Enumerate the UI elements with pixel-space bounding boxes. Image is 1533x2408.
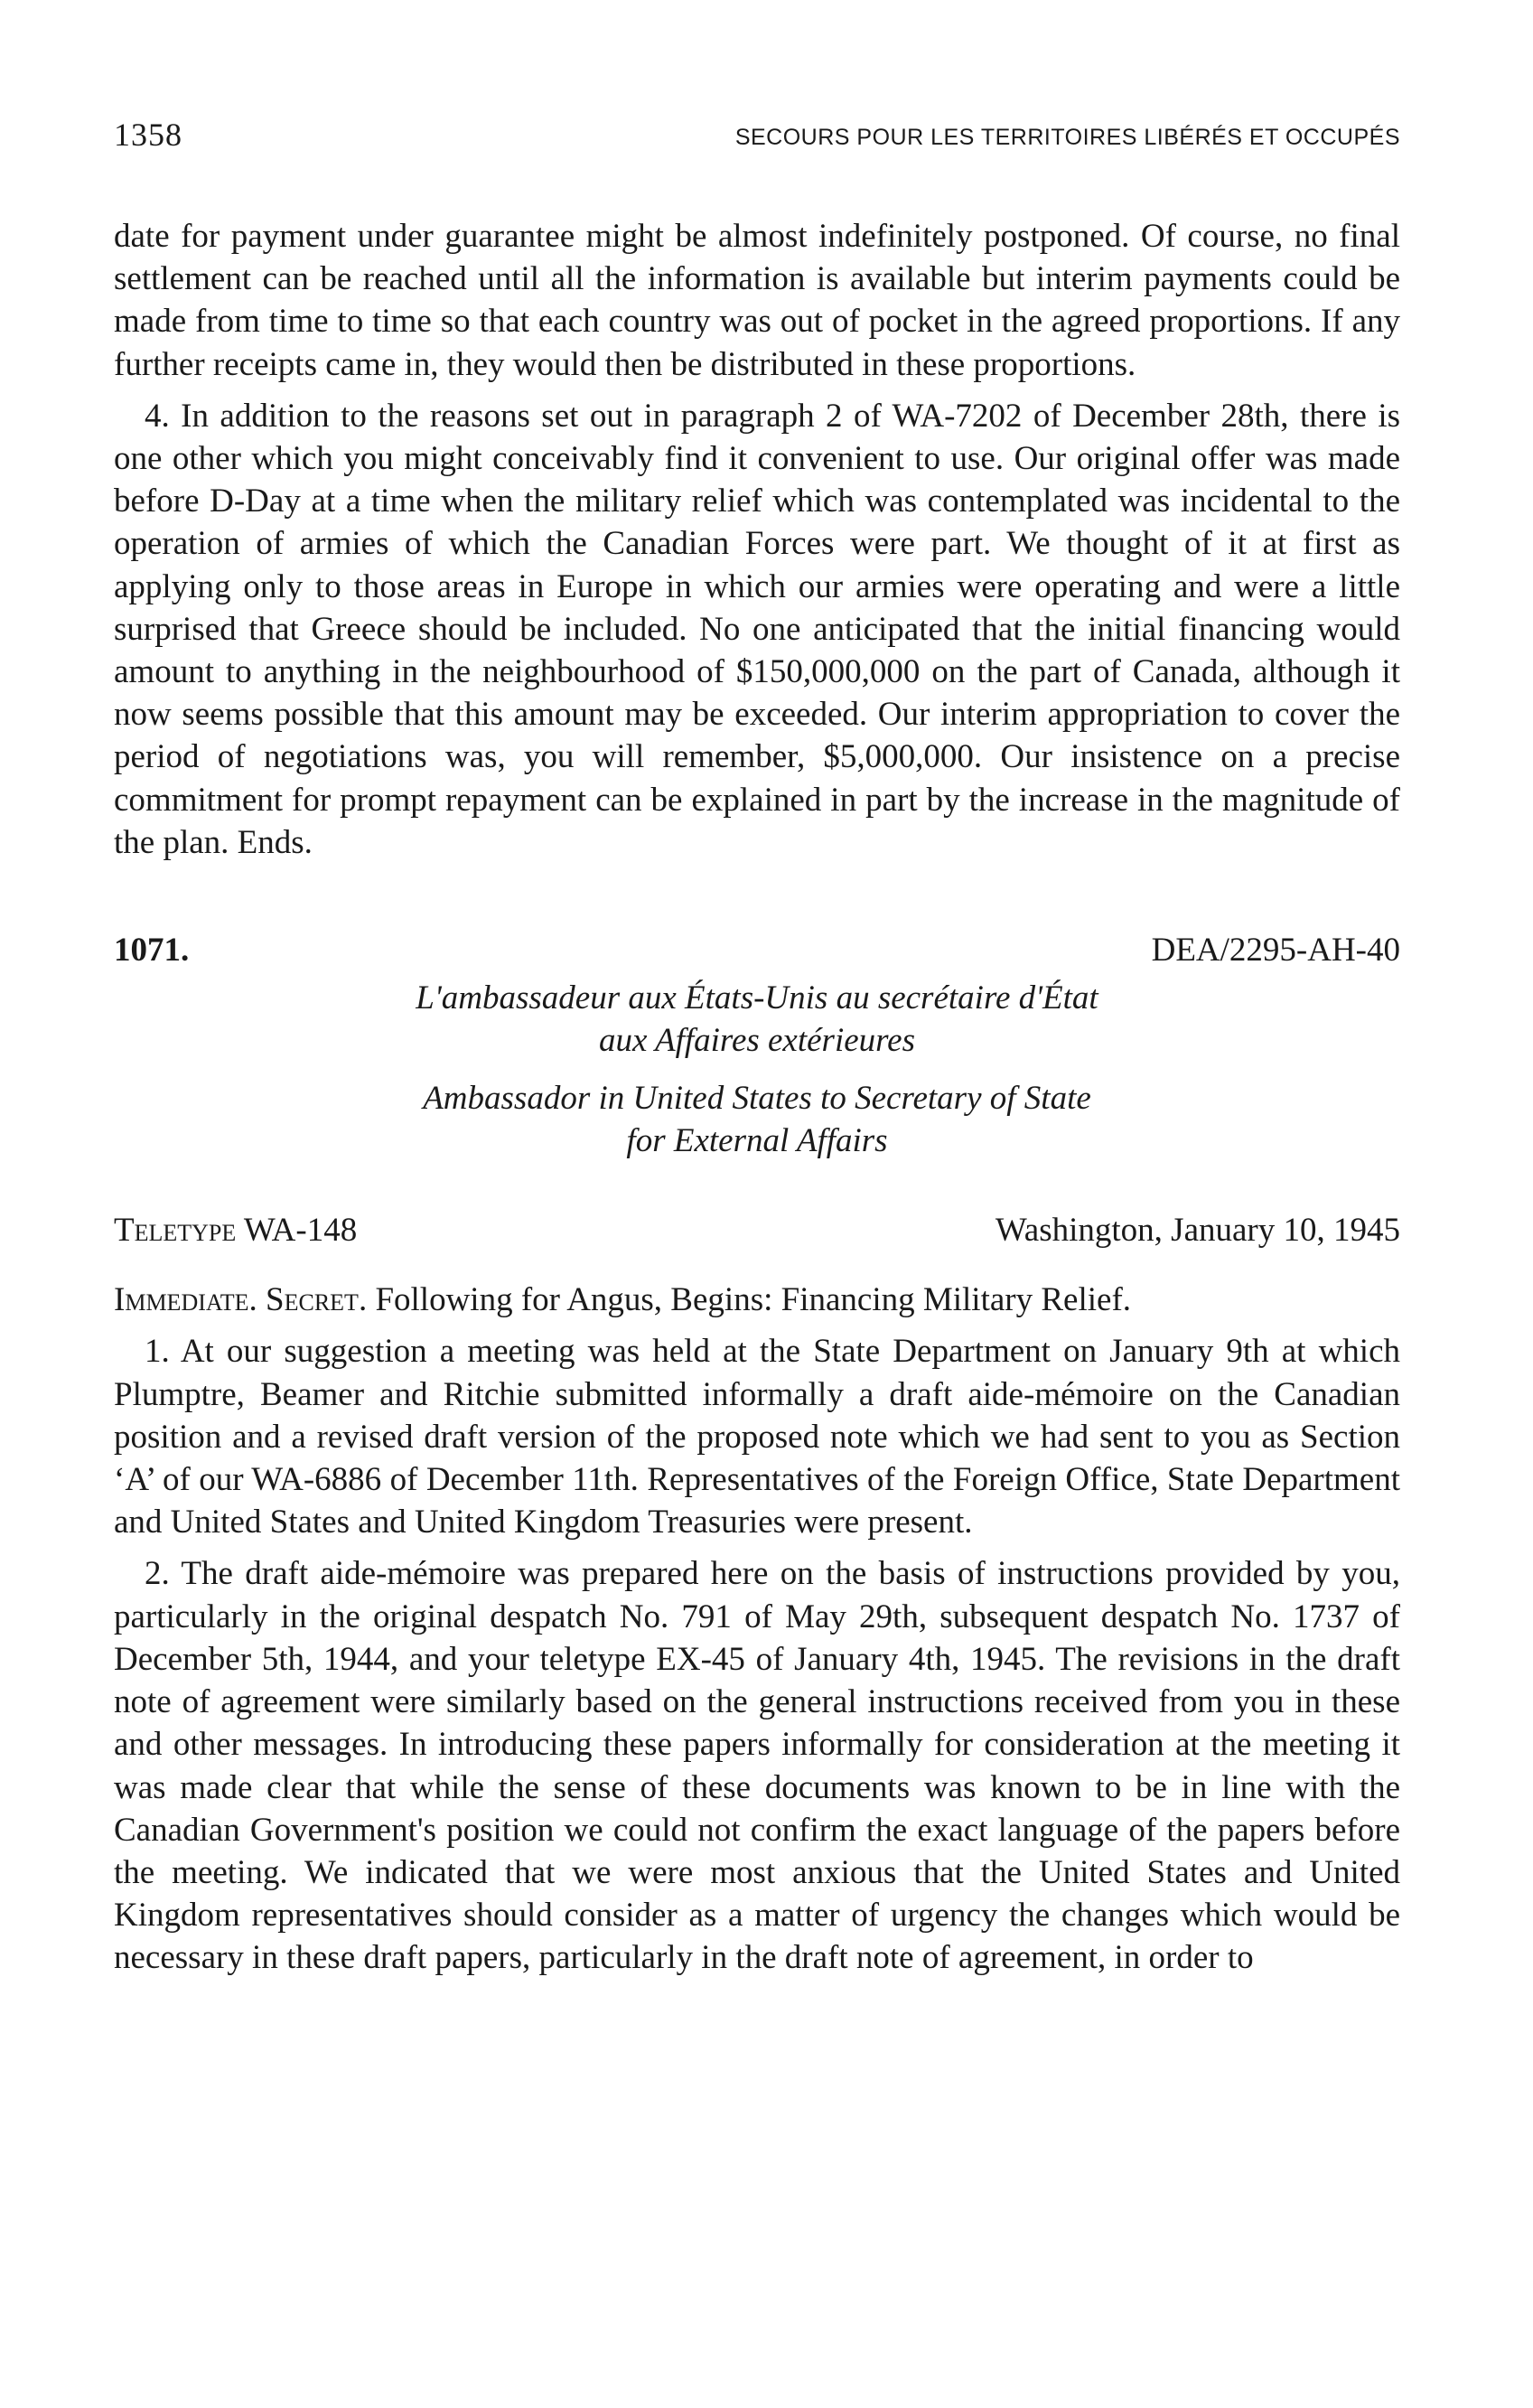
title-english	[114, 1077, 1400, 1162]
classification: Immediate. Secret.	[114, 1281, 368, 1319]
paragraph-4: 4. In addition to the reasons set out in paragraph 2 of WA-7202 of December 28th, there is one other which you might conceivably find it convenient to use. Our original offer was made before D-Day at a time when the military relief which was contemplated was incidental to the operation of armies of which the Canadian Forces were part. We thought of it at first as applying only to those areas in Europe in which our armies were operating and were a little surprised that Greece should be included. No one anticipated that the initial financing would amount to anything in the neighbourhood of $150,000,000 on the part of Canada, although it now seems possible that this amount may be exceeded. Our interim appropriation to cover the period of negotiations was, you will remember, $5,000,000. Our insistence on a precise commitment for prompt repayment can be explained in part by the increase in the magnitude of the plan. Ends.	[114, 397, 1400, 861]
title-french-line-2: aux Affaires extérieures	[598, 1022, 916, 1060]
opening-text: Following for Angus, Begins: Financing Military Relief.	[367, 1281, 1132, 1319]
title-french	[114, 977, 1400, 1062]
place-and-date: Washington, January 10, 1945	[995, 1212, 1400, 1250]
document-meta	[114, 1209, 1400, 1251]
page-number: 1358	[114, 117, 182, 153]
title-english-line-2: for External Affairs	[626, 1121, 888, 1159]
paragraph-1: 1. At our suggestion a meeting was held at the State Department on January 9th at which Plumptre, Beamer and Ritchie submitted informally a draft aide-mémoire on the Canadian position and a revised draft version of the proposed note which we had sent to you as Section ‘A’ of our WA-6886 of December 11th. Representatives of the Foreign Office, State Department and United States and United Kingdom Treasuries were present.	[114, 1333, 1400, 1541]
title-english-line-1: Ambassador in United States to Secretary of State	[423, 1079, 1091, 1117]
teletype-reference: Teletype WA-148	[114, 1212, 358, 1250]
document-heading	[114, 929, 1400, 971]
title-french-line-1: L'ambassadeur aux États-Unis au secrétaire d'État	[416, 979, 1098, 1017]
paragraph-continuation: date for payment under guarantee might be almost indefinitely postponed. Of course, no final settlement can be reached until all the information is available but interim payments could be made from time to time so that each country was out of pocket in the agreed proportions. If any further receipts came in, they would then be distributed in these proportions.	[114, 218, 1400, 383]
document-number: 1071.	[114, 932, 190, 970]
page-body	[114, 215, 1400, 1980]
page-header	[114, 116, 1400, 155]
running-head: SECOURS POUR LES TERRITOIRES LIBÉRÉS ET OCCUPÉS	[734, 125, 1400, 150]
paragraph-2: 2. The draft aide-mémoire was prepared here on the basis of instructions provided by you, particularly in the original despatch No. 791 of May 29th, subsequent despatch No. 1737 of December 5th, 1944, and your teletype EX-45 of January 4th, 1945. The revisions in the draft note of agreement were similarly based on the general instructions received from you in these and other messages. In introducing these papers informally for consideration at the meeting it was made clear that while the sense of these documents was known to be in line with the Canadian Government's position we could not confirm the exact language of the papers before the meeting. We indicated that we were most anxious that the United States and United Kingdom representatives should consider as a matter of urgency the changes which would be necessary in these draft papers, particularly in the draft note of agreement, in order to	[114, 1555, 1400, 1977]
opening-line	[114, 1279, 1400, 1321]
document-title	[114, 977, 1400, 1162]
file-reference: DEA/2295-AH-40	[1151, 932, 1400, 970]
